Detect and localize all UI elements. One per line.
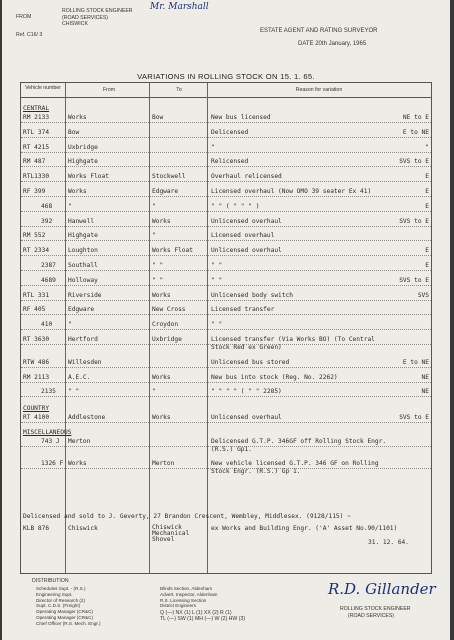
distribution-entry: Operating Manager (CR&C) bbox=[36, 609, 93, 615]
to-location: Works bbox=[152, 291, 171, 299]
table-header bbox=[21, 83, 431, 98]
variation-reason: Licensed transfer bbox=[211, 306, 275, 314]
status-code: E bbox=[425, 173, 429, 181]
variation-reason: " " bbox=[211, 262, 223, 269]
distribution-entry: Supt. C.D.S. (Freight) bbox=[36, 603, 81, 609]
handwritten-from-scrawl: Mr. Marshall bbox=[150, 2, 209, 12]
from-location: " " bbox=[68, 388, 80, 396]
misc-note: Delicensed and sold to J. Geverty, 27 Brandon Crescent, Wembley, Middlesex. (9128/115) ~ bbox=[23, 513, 351, 520]
vehicle-number: RTL1330 bbox=[23, 173, 50, 181]
variation-reason: " " " " ( " " 2285) bbox=[211, 388, 282, 396]
vehicle-number: 4689 bbox=[41, 276, 56, 284]
vehicle-number: RT 4215 bbox=[23, 143, 50, 151]
from-location: Uxbridge bbox=[68, 143, 98, 151]
section-heading: COUNTRY bbox=[23, 405, 50, 412]
status-code: E to NE bbox=[402, 358, 429, 366]
distribution-entry: R.S. Licensing Section bbox=[160, 597, 207, 603]
variation-reason: Relicensed bbox=[211, 158, 249, 166]
from-location: Chiswick bbox=[68, 525, 98, 532]
from-location: Hertford bbox=[68, 336, 98, 343]
to-location: Stockwell bbox=[152, 173, 186, 181]
vehicle-number: RT 2334 bbox=[23, 247, 50, 255]
col-to-header: To bbox=[176, 87, 182, 93]
vehicle-number: RT 3630 bbox=[23, 336, 50, 343]
column-divider bbox=[207, 83, 208, 573]
vehicle-number: RF 405 bbox=[23, 306, 46, 314]
vehicle-number: 2387 bbox=[41, 262, 56, 269]
row-rule bbox=[21, 382, 431, 383]
from-line-1: ROLLING STOCK ENGINEER bbox=[62, 8, 133, 14]
variation-reason-cont: Stock Red ex Green) bbox=[211, 344, 282, 351]
status-code: E bbox=[425, 188, 429, 195]
distribution-entry: Engineering Supt. bbox=[36, 591, 73, 597]
col-from-header: From bbox=[102, 87, 116, 93]
section-heading: MISCELLANEOUS bbox=[23, 429, 72, 436]
from-location: Works bbox=[68, 114, 87, 121]
vehicle-number: 410 bbox=[41, 321, 53, 329]
variation-reason: New bus into stock (Reg. No. 2262) bbox=[211, 373, 338, 381]
distribution-list-1 bbox=[36, 586, 101, 627]
from-location: Southall bbox=[68, 262, 98, 269]
handwritten-signature: R.D. Gillander bbox=[328, 580, 436, 598]
row-rule bbox=[21, 300, 431, 301]
to-location: Edgware bbox=[152, 188, 179, 195]
date-line: DATE 20th January, 1965 bbox=[298, 41, 367, 47]
footer-title: ROLLING STOCK ENGINEER bbox=[340, 606, 411, 612]
from-location: Edgware bbox=[68, 306, 95, 314]
from-location: " bbox=[68, 321, 72, 329]
footer-subtitle: (ROAD SERVICES) bbox=[348, 613, 395, 619]
from-location: " bbox=[68, 202, 72, 210]
status-code: NE bbox=[421, 388, 429, 396]
from-location: Works bbox=[68, 460, 87, 467]
row-rule bbox=[21, 314, 431, 315]
vehicle-number: RTL 374 bbox=[23, 128, 50, 136]
to-location: Bow bbox=[152, 114, 164, 121]
row-rule bbox=[21, 152, 431, 153]
from-location: Riverside bbox=[68, 291, 102, 299]
from-location: Merton bbox=[68, 438, 91, 445]
variation-reason: Delicensed G.T.P. 346GF off Rolling Stock Engr. bbox=[211, 438, 387, 445]
to-location: " bbox=[152, 202, 156, 210]
variation-reason: Licensed overhaul bbox=[211, 232, 275, 240]
to-location: " " bbox=[152, 276, 164, 284]
to-location: Merton bbox=[152, 460, 175, 467]
status-code: SVS to E bbox=[399, 158, 429, 166]
row-rule bbox=[21, 166, 431, 167]
row-rule bbox=[21, 285, 431, 286]
variation-reason: New vehicle licensed G.T.P. 346 GF on Rolling bbox=[211, 460, 379, 467]
from-location: Works bbox=[68, 188, 87, 195]
to-location: Chiswick Mechanical Shovel bbox=[152, 524, 190, 543]
vehicle-number: 468 bbox=[41, 202, 53, 210]
variation-reason: " " bbox=[211, 321, 223, 329]
from-location: A.E.C. bbox=[68, 373, 91, 381]
from-location: Loughton bbox=[68, 247, 98, 255]
status-code: E bbox=[425, 262, 429, 269]
row-rule bbox=[21, 137, 431, 138]
reference: Ref. C16/ 3 bbox=[16, 32, 43, 38]
from-location: Holloway bbox=[68, 276, 98, 284]
variation-reason: " bbox=[211, 143, 215, 151]
to-location: New Cross bbox=[152, 306, 186, 314]
row-rule bbox=[21, 367, 431, 368]
from-location: Works Float bbox=[68, 173, 109, 181]
variation-reason: Unlicensed body switch bbox=[211, 291, 293, 299]
row-rule bbox=[21, 396, 431, 397]
col-reason-header: Reason for variation bbox=[295, 87, 343, 93]
variation-reason: Delicensed bbox=[211, 128, 249, 136]
vehicle-number: RM 2113 bbox=[23, 373, 50, 381]
vehicle-number: 392 bbox=[41, 217, 53, 225]
variation-reason: Unlicensed overhaul bbox=[211, 414, 282, 421]
variation-reason: Unlicensed bus stored bbox=[211, 358, 290, 366]
row-rule bbox=[21, 329, 431, 330]
to-location: Works bbox=[152, 217, 171, 225]
col-vehicle-header: Vehicle number bbox=[25, 85, 61, 91]
status-code: SVS to E bbox=[399, 276, 429, 284]
document-page bbox=[2, 0, 450, 640]
distribution-entry: Chief Officer (R.S. Mech. Engr.) bbox=[36, 620, 101, 626]
row-rule bbox=[21, 122, 431, 123]
row-rule bbox=[21, 196, 431, 197]
row-rule bbox=[21, 240, 431, 241]
to-location: Croydon bbox=[152, 321, 179, 329]
variation-reason: Unlicensed overhaul bbox=[211, 247, 282, 255]
vehicle-number: RM 487 bbox=[23, 158, 46, 166]
variation-reason: ex Works and Building Engr. ('A' Asset No.90/1101) bbox=[211, 525, 398, 532]
to-location: Works bbox=[152, 414, 171, 421]
from-location: Willesden bbox=[68, 358, 102, 366]
from-line-2: (ROAD SERVICES) bbox=[62, 15, 109, 21]
status-code: SVS to E bbox=[399, 217, 429, 225]
row-rule bbox=[21, 211, 431, 212]
to-location: " bbox=[152, 388, 156, 396]
vehicle-number: 1326 F bbox=[41, 460, 64, 467]
status-code: E bbox=[425, 202, 429, 210]
status-code: SVS bbox=[417, 291, 429, 299]
to-location: " bbox=[152, 232, 156, 240]
variation-reason: Overhaul relicensed bbox=[211, 173, 282, 181]
variation-reason: " " bbox=[211, 276, 223, 284]
document-title: VARIATIONS IN ROLLING STOCK ON 15. 1. 65. bbox=[137, 72, 315, 81]
variation-reason: Licensed transfer (Via Works BO) (To Central bbox=[211, 336, 375, 343]
distribution-entry: Operating Manager (CR&C) bbox=[36, 614, 93, 620]
from-label: FROM bbox=[16, 14, 32, 20]
to-location: Uxbridge bbox=[152, 336, 182, 343]
row-rule bbox=[21, 226, 431, 227]
variation-reason: Unlicensed overhaul bbox=[211, 217, 282, 225]
row-rule bbox=[21, 181, 431, 182]
vehicle-number: KLB 876 bbox=[23, 525, 50, 532]
distribution-entry: Schedules Supt. - (R.S.) bbox=[36, 586, 86, 591]
date-note: 31. 12. 64. bbox=[368, 539, 409, 546]
to-location: " " bbox=[152, 262, 164, 269]
distribution-entry: District Engineers bbox=[160, 603, 196, 609]
vehicle-number: RF 399 bbox=[23, 188, 46, 195]
variation-reason: New bus licensed bbox=[211, 114, 271, 121]
distribution-entry: TL (—) SW (1) MH (—) W (2) HW (3) bbox=[160, 615, 246, 622]
variation-reason-cont: Stock Engr. (R.S.) Gp 1. bbox=[211, 468, 301, 475]
section-heading: CENTRAL bbox=[23, 105, 50, 112]
to-location: Works Float bbox=[152, 247, 193, 255]
distribution-entry: Q (—) NX (1) L (1) XX (2) R (1) bbox=[160, 610, 232, 617]
vehicle-number: RM 552 bbox=[23, 232, 46, 240]
status-code: NE to E bbox=[402, 114, 429, 121]
column-divider bbox=[149, 83, 150, 573]
variations-table bbox=[20, 82, 432, 574]
vehicle-number: 743 J bbox=[41, 438, 60, 445]
to-addressee: ESTATE AGENT AND RATING SURVEYOR bbox=[260, 28, 378, 34]
vehicle-number: RTW 486 bbox=[23, 358, 50, 366]
variation-reason: Licensed overhaul (Now OMO 39 seater Ex 41) bbox=[211, 188, 372, 195]
variation-reason-cont: (R.S.) Gp1. bbox=[211, 446, 252, 453]
status-code: SVS to E bbox=[399, 414, 429, 421]
variation-reason: " " ( " " " ) bbox=[211, 202, 260, 210]
from-location: Highgate bbox=[68, 232, 98, 240]
status-code: E bbox=[425, 247, 429, 255]
distribution-entry: Director of Research (2) bbox=[36, 597, 86, 603]
status-code: NE bbox=[421, 373, 429, 381]
from-location: Hanwell bbox=[68, 217, 95, 225]
status-code: " bbox=[425, 143, 429, 151]
distribution-entry: Advert. Inspector, Aldenham bbox=[160, 591, 218, 597]
row-rule bbox=[21, 255, 431, 256]
from-location: Addlestone bbox=[68, 414, 106, 421]
from-location: Highgate bbox=[68, 158, 98, 166]
from-location: Bow bbox=[68, 128, 80, 136]
vehicle-number: 2135 bbox=[41, 388, 56, 396]
vehicle-number: RTL 331 bbox=[23, 291, 50, 299]
vehicle-number: RT 4100 bbox=[23, 414, 50, 421]
distribution-entry: Blinds Section, Aldenham bbox=[160, 586, 213, 591]
distribution-label: DISTRIBUTION bbox=[32, 578, 69, 584]
row-rule bbox=[21, 270, 431, 271]
from-line-3: CHISWICK bbox=[62, 21, 88, 27]
status-code: E to NE bbox=[402, 128, 429, 136]
row-rule bbox=[21, 422, 431, 423]
column-divider bbox=[65, 83, 66, 573]
distribution-list-2 bbox=[160, 586, 245, 623]
to-location: Works bbox=[152, 373, 171, 381]
vehicle-number: RM 2133 bbox=[23, 114, 50, 121]
